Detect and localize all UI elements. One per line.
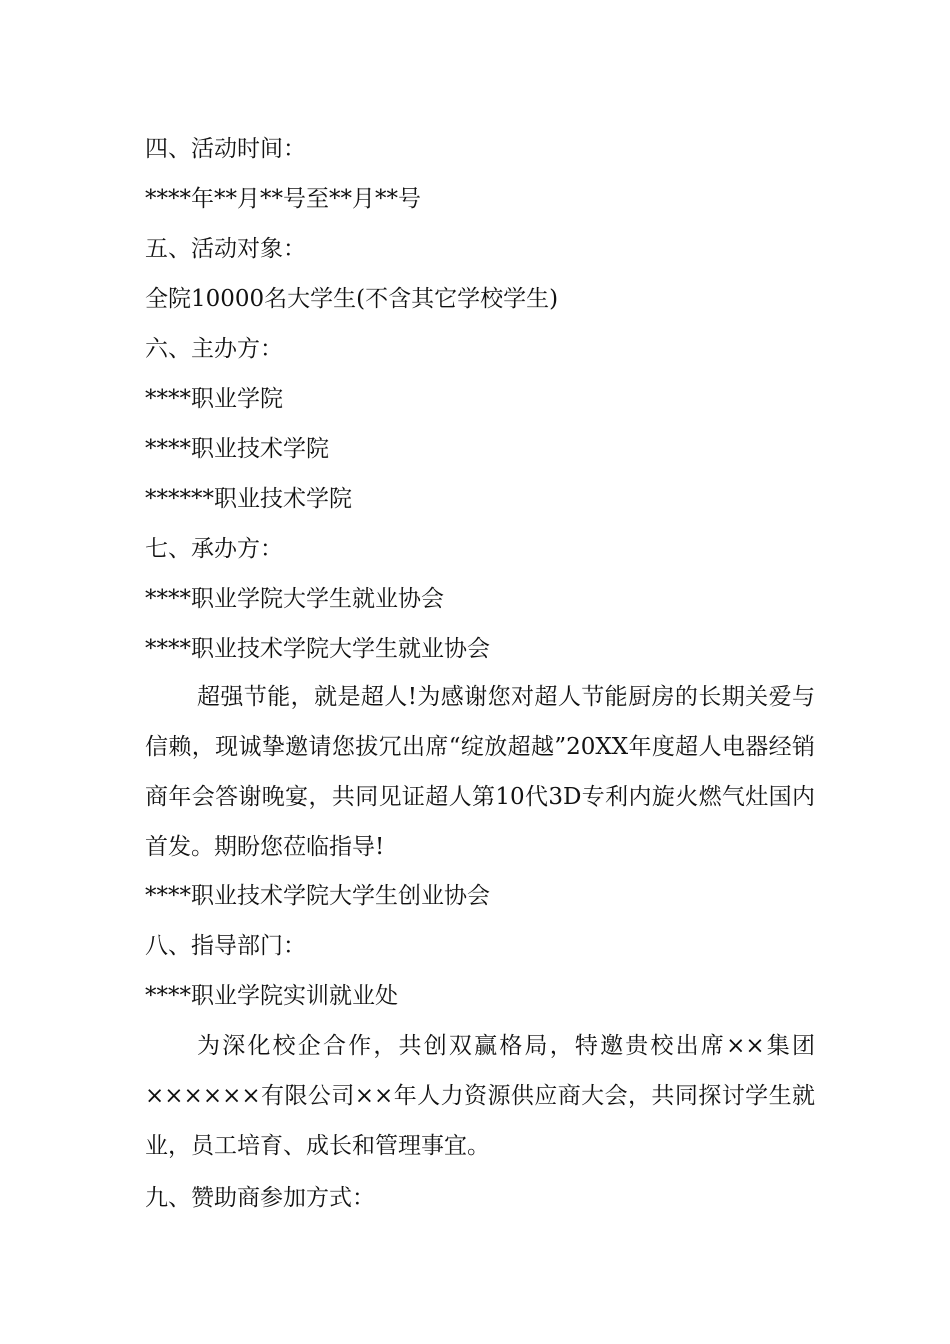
- section-heading-time: 四、活动时间：: [145, 136, 306, 162]
- organizer-entrepreneur: ****职业技术学院大学生创业协会: [145, 883, 490, 909]
- invitation-paragraph: 超强节能，就是超人!为感谢您对超人节能厨房的长期关爱与信赖，现诚挚邀请您拔冗出席“绽放超越”20XX年度超人电器经销商年会答谢晚宴，共同见证超人第10代3D专利内旋火燃气灶国内首发。期盼您莅临指导!: [145, 684, 815, 860]
- organizer-2: ****职业技术学院大学生就业协会: [145, 636, 490, 662]
- audience-text: 全院10000名大学生(不含其它学校学生): [145, 286, 559, 312]
- host-college-1: ****职业学院: [145, 386, 283, 412]
- guide-unit: ****职业学院实训就业处: [145, 983, 398, 1009]
- host-college-3: ******职业技术学院: [145, 486, 352, 512]
- activity-dates: ****年**月**号至**月**号: [145, 186, 421, 212]
- host-college-2: ****职业技术学院: [145, 436, 329, 462]
- organizer-1: ****职业学院大学生就业协会: [145, 586, 444, 612]
- section-heading-host: 六、主办方：: [145, 336, 283, 362]
- section-heading-sponsor: 九、赞助商参加方式：: [145, 1185, 375, 1211]
- section-heading-guide: 八、指导部门：: [145, 933, 306, 959]
- section-heading-audience: 五、活动对象：: [145, 236, 306, 262]
- supplier-conference-paragraph: 为深化校企合作，共创双赢格局，特邀贵校出席××集团××××××有限公司××年人力资源供应商大会，共同探讨学生就业，员工培育、成长和管理事宜。: [145, 1033, 815, 1159]
- section-heading-organizer: 七、承办方：: [145, 536, 283, 562]
